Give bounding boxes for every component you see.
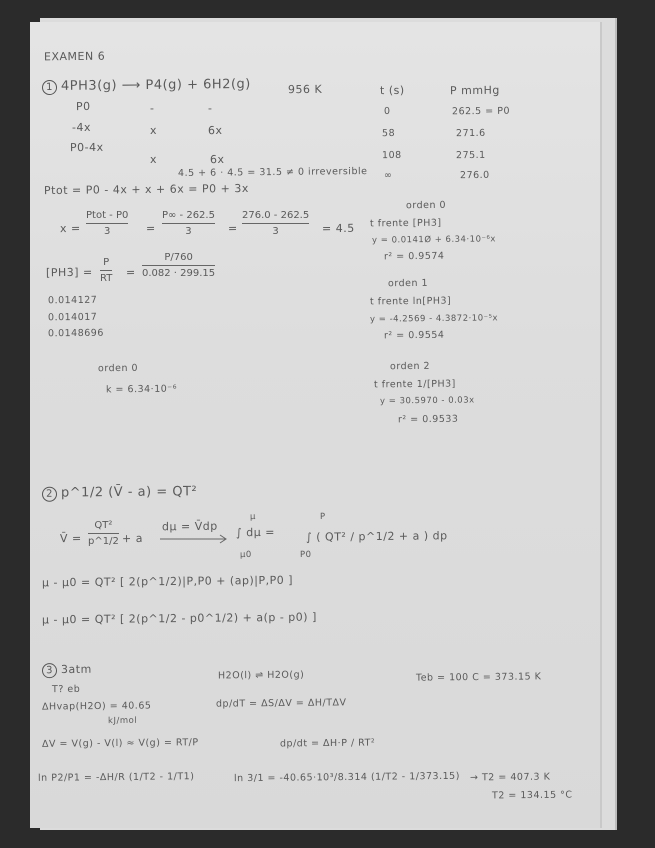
- equals-sign: =: [227, 221, 238, 236]
- reaction-equation: 4PH3(g) ⟶ P4(g) + 6H2(g): [60, 76, 251, 94]
- fraction-numerator: P∞ - 262.5: [162, 210, 215, 221]
- chemical-potential-differential: dμ = V̄dp: [161, 519, 218, 534]
- table-cell-t: 108: [381, 149, 402, 162]
- volume-change: ΔV = V(g) - V(l) ≈ V(g) = RT/P: [41, 737, 199, 750]
- order-r-squared: r² = 0.9533: [397, 413, 459, 426]
- potential-difference-2: μ - μ0 = QT² [ 2(p^1/2 - p0^1/2) + a(p - p0) ]: [41, 610, 317, 627]
- result-celsius: T2 = 134.15 °C: [491, 789, 573, 802]
- concentration-label: [PH3] =: [45, 265, 93, 280]
- integrated-equation: ln P2/P1 = -ΔH/R (1/T2 - 1/T1): [37, 771, 195, 784]
- order-title: orden 2: [389, 360, 431, 373]
- substituted-equation: ln 3/1 = -40.65·10³/8.314 (1/T2 - 1/373.15): [233, 770, 460, 785]
- phase-equilibrium: H2O(l) ⇌ H2O(g): [217, 669, 305, 682]
- fraction-numerator: P/760: [164, 252, 193, 263]
- integral-lower: μ0: [239, 549, 252, 561]
- result-kelvin: → T2 = 407.3 K: [469, 771, 551, 784]
- order-r-squared: r² = 0.9554: [383, 329, 445, 342]
- table-header-pressure: P mmHg: [449, 83, 500, 98]
- table-cell-p: 262.5 = P0: [451, 105, 511, 118]
- reaction-temperature: 956 K: [287, 82, 323, 97]
- fraction-numerator: Ptot - P0: [86, 210, 129, 221]
- problem-number: 3: [42, 663, 57, 678]
- clapeyron-equation: dp/dT = ΔS/ΔV = ΔH/TΔV: [215, 697, 347, 710]
- table-cell-t: 58: [381, 127, 396, 140]
- clausius-clapeyron: dp/dt = ΔH·P / RT²: [279, 737, 376, 750]
- dash-2: -: [207, 101, 213, 116]
- row-p0-minus-4x: P0-4x: [69, 140, 104, 155]
- exam-title: EXAMEN 6: [43, 49, 106, 64]
- order-fit-equation: y = -4.2569 - 4.3872·10⁻⁵x: [369, 313, 499, 325]
- order-plot-axes: t frente ln[PH3]: [369, 295, 452, 308]
- x-under: x: [149, 152, 158, 167]
- potential-difference-1: μ - μ0 = QT² [ 2(p^1/2)|P,P0 + (ap)|P,P0 ]: [41, 573, 294, 590]
- six-x-under: 6x: [209, 152, 225, 167]
- dash-1: -: [149, 101, 155, 116]
- integral-upper: P: [319, 511, 326, 523]
- conc-value-3: 0.0148696: [47, 327, 104, 340]
- row-p0: P0: [75, 99, 91, 114]
- equals-sign: =: [125, 265, 136, 280]
- order-fit-equation: y = 30.5970 - 0.03x: [379, 395, 475, 407]
- table-header-time: t (s): [379, 83, 405, 98]
- table-cell-t: 0: [383, 105, 391, 118]
- boiling-temperature-unknown: T? eb: [51, 683, 81, 696]
- state-equation: p^1/2 (V̄ - a) = QT²: [60, 484, 198, 501]
- table-cell-p: 276.0: [459, 169, 490, 182]
- total-pressure: Ptot = P0 - 4x + x + 6x = P0 + 3x: [43, 181, 249, 198]
- conc-value-2: 0.014017: [47, 311, 98, 324]
- normal-boiling-point: Teb = 100 C = 373.15 K: [415, 671, 542, 684]
- order-plot-axes: t frente 1/[PH3]: [373, 378, 456, 391]
- fraction-denominator: 3: [103, 226, 111, 237]
- integral-right: ∫ ( QT² / p^1/2 + a ) dp: [305, 529, 448, 544]
- conc-value-1: 0.014127: [47, 294, 98, 307]
- problem-3-header: [42, 663, 92, 679]
- rate-constant: k = 6.34·10⁻⁶: [105, 383, 178, 396]
- integral-left: ∫ dμ =: [235, 525, 275, 540]
- order-fit-equation: y = 0.0141Ø + 6.34·10⁻⁶x: [371, 234, 496, 246]
- integral-lower: P0: [299, 549, 312, 561]
- exam-sheet: [30, 22, 600, 828]
- fraction-numerator: 276.0 - 262.5: [242, 210, 310, 221]
- order-r-squared: r² = 0.9574: [383, 250, 445, 263]
- fraction-denominator: 3: [272, 226, 279, 237]
- vbar-tail: + a: [121, 531, 144, 546]
- row-minus-4x: -4x: [71, 120, 92, 135]
- table-cell-t: ∞: [383, 169, 393, 182]
- fraction-denominator: RT: [100, 273, 113, 284]
- x-equals: x =: [59, 221, 81, 236]
- sum-irreversible: 4.5 + 6 · 4.5 = 31.5 ≠ 0 irreversible: [177, 166, 368, 179]
- equals-sign: =: [145, 221, 156, 236]
- pressure-given: 3atm: [60, 662, 92, 677]
- vaporization-enthalpy: ΔHvap(H2O) = 40.65: [41, 700, 152, 713]
- fraction-denominator: 0.082 · 299.15: [142, 268, 216, 279]
- table-cell-p: 275.1: [455, 149, 486, 162]
- fraction-denominator: 3: [185, 226, 192, 237]
- integral-upper: μ: [249, 511, 256, 523]
- order-title: orden 1: [387, 277, 429, 290]
- table-cell-p: 271.6: [455, 127, 486, 140]
- x-value: x: [149, 123, 158, 138]
- fraction-numerator: QT²: [94, 520, 113, 531]
- vbar-label: V̄ =: [59, 531, 82, 546]
- problem-number: 1: [42, 80, 57, 95]
- order-title: orden 0: [405, 199, 447, 212]
- fraction-numerator: P: [103, 257, 110, 268]
- fraction-denominator: p^1/2: [88, 536, 119, 547]
- order-plot-axes: t frente [PH3]: [369, 217, 442, 230]
- enthalpy-units: kJ/mol: [107, 715, 138, 727]
- problem-number: 2: [42, 487, 57, 502]
- order-zero-note: orden 0: [97, 362, 139, 375]
- x-result: = 4.5: [321, 221, 355, 236]
- six-x-value: 6x: [207, 123, 223, 138]
